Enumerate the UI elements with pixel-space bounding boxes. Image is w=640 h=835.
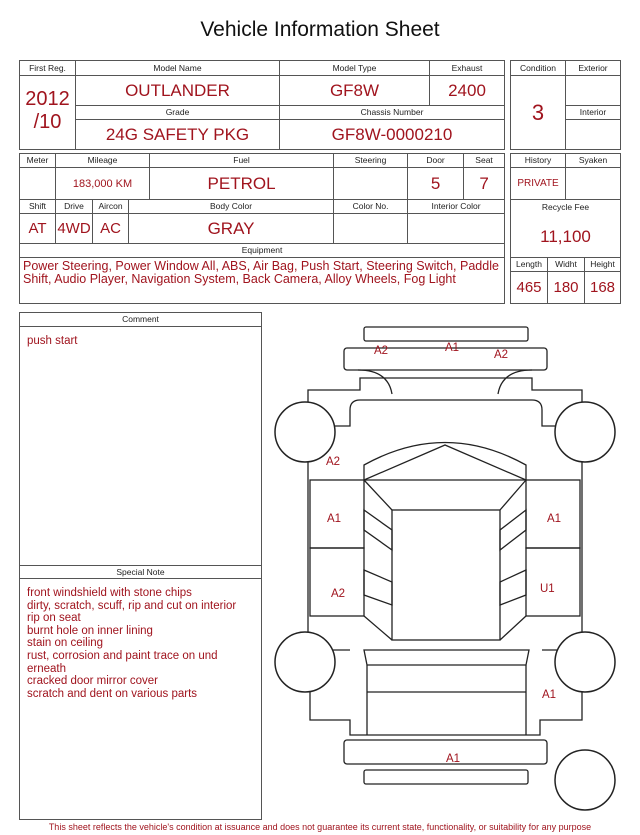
- meter-label: Meter: [26, 155, 49, 165]
- chassis-value: GF8W-0000210: [331, 124, 453, 144]
- vehicle-info-table: [19, 60, 505, 150]
- grade-value: 24G SAFETY PKG: [105, 124, 250, 144]
- special-note-line: front windshield with stone chips: [27, 587, 192, 599]
- exhaust-label: Exhaust: [451, 62, 483, 73]
- height-label: Height: [590, 259, 615, 269]
- exterior-label: Exterior: [578, 62, 608, 73]
- special-note-line: burnt hole on inner lining: [27, 624, 153, 637]
- chassis-label: Chassis Number: [360, 107, 424, 117]
- steering-label: Steering: [354, 155, 387, 165]
- special-note-label: Special Note: [20, 565, 261, 579]
- grade-label: Grade: [165, 107, 190, 117]
- spare-wheel: [555, 750, 615, 810]
- disclaimer-footer: This sheet reflects the vehicle's condition at issuance and does not guarantee its current state, functionality, or suitability for any purpose: [48, 822, 592, 832]
- damage-mark-right-front-door: A1: [547, 513, 562, 525]
- drive-value: 4WD: [57, 220, 91, 237]
- rear-bumper-bottom: [364, 770, 528, 784]
- special-note-line: rip on seat: [27, 612, 81, 625]
- condition-label: Condition: [520, 62, 556, 73]
- door-value: 5: [430, 173, 441, 193]
- special-note-line: cracked door mirror cover: [27, 675, 159, 688]
- special-note-line: rust, corrosion and paint trace on und erneath: [27, 649, 218, 675]
- model-type-value: GF8W: [329, 80, 380, 100]
- damage-mark-front-right: A2: [494, 349, 509, 361]
- damage-mark-left-front-door: A1: [327, 513, 342, 525]
- special-note-line: scratch and dent on various parts: [27, 687, 198, 700]
- condition-table: [510, 60, 621, 150]
- front-bumper-top: [364, 327, 528, 341]
- history-value: PRIVATE: [517, 178, 559, 189]
- aircon-value: AC: [100, 220, 121, 237]
- aircon-label: Aircon: [98, 201, 123, 211]
- history-label: History: [524, 155, 552, 165]
- damage-mark-left-fender: A2: [326, 456, 341, 468]
- damage-mark-left-rear-door: A2: [331, 588, 346, 600]
- recycle-fee-value: 11,100: [540, 227, 591, 246]
- car-damage-diagram: [270, 320, 620, 820]
- shift-label: Shift: [28, 201, 46, 211]
- comment-line: push start: [27, 335, 78, 347]
- notes-panel: [19, 312, 262, 820]
- shift-value: AT: [28, 220, 47, 237]
- special-note-line: stain on ceiling: [27, 637, 104, 650]
- special-note-line: dirty, scratch, scuff, rip and cut on interior: [27, 599, 237, 612]
- model-type-label: Model Type: [332, 62, 377, 73]
- width-label: Widht: [555, 259, 577, 269]
- rear-window: [364, 650, 529, 665]
- recycle-fee-label: Recycle Fee: [541, 202, 590, 212]
- height-value: 168: [590, 279, 616, 296]
- damage-mark-right-rear-door: U1: [540, 583, 555, 595]
- wheel-front-left: [275, 402, 335, 462]
- roof: [392, 510, 500, 640]
- width-value: 180: [553, 279, 579, 296]
- model-name-label: Model Name: [153, 62, 202, 73]
- interior-color-label: Interior Color: [431, 201, 481, 211]
- damage-mark-front-center: A1: [445, 342, 460, 354]
- seat-value: 7: [479, 173, 489, 193]
- damage-mark-right-rear-quarter: A1: [542, 689, 557, 701]
- fuel-label: Fuel: [233, 155, 250, 165]
- condition-score: 3: [531, 99, 545, 125]
- mileage-label: Mileage: [87, 155, 118, 165]
- interior-label: Interior: [579, 107, 607, 117]
- model-name-value: OUTLANDER: [125, 80, 230, 100]
- body-color-label: Body Color: [209, 201, 253, 211]
- special-note-body: [20, 579, 261, 708]
- equipment-list: Power Steering, Power Window All, ABS, Air Bag, Push Start, Steering Switch, Paddle Shift, Audio Player, Navigation System, Back Camera, Alloy Wheels, Fog Light: [20, 258, 505, 304]
- door-label: Door: [426, 155, 445, 165]
- specs-table: [19, 153, 505, 304]
- first-reg-month: /10: [33, 111, 62, 133]
- first-reg-label: First Reg.: [29, 62, 66, 73]
- history-table: [510, 153, 621, 304]
- wheel-rear-right: [555, 632, 615, 692]
- syaken-label: Syaken: [578, 155, 608, 165]
- fuel-value: PETROL: [207, 173, 276, 193]
- first-reg-year: 2012: [25, 88, 70, 110]
- comment-label: Comment: [20, 313, 261, 327]
- comment-body: [20, 327, 261, 565]
- mileage-value: 183,000 KM: [72, 177, 133, 190]
- length-label: Length: [516, 259, 542, 269]
- length-value: 465: [516, 279, 542, 296]
- windshield: [364, 443, 526, 481]
- damage-mark-rear-bumper: A1: [446, 753, 461, 765]
- wheel-rear-left: [275, 632, 335, 692]
- drive-label: Drive: [64, 201, 84, 211]
- page-title: Vehicle Information Sheet: [200, 18, 440, 41]
- exhaust-value: 2400: [448, 80, 486, 100]
- body-color-value: GRAY: [207, 218, 255, 238]
- color-no-label: Color No.: [352, 201, 389, 211]
- front-hood-outline: [308, 378, 582, 426]
- seat-label: Seat: [475, 155, 493, 165]
- wheel-front-right: [555, 402, 615, 462]
- damage-mark-front-left: A2: [374, 345, 389, 357]
- equipment-label: Equipment: [241, 245, 283, 255]
